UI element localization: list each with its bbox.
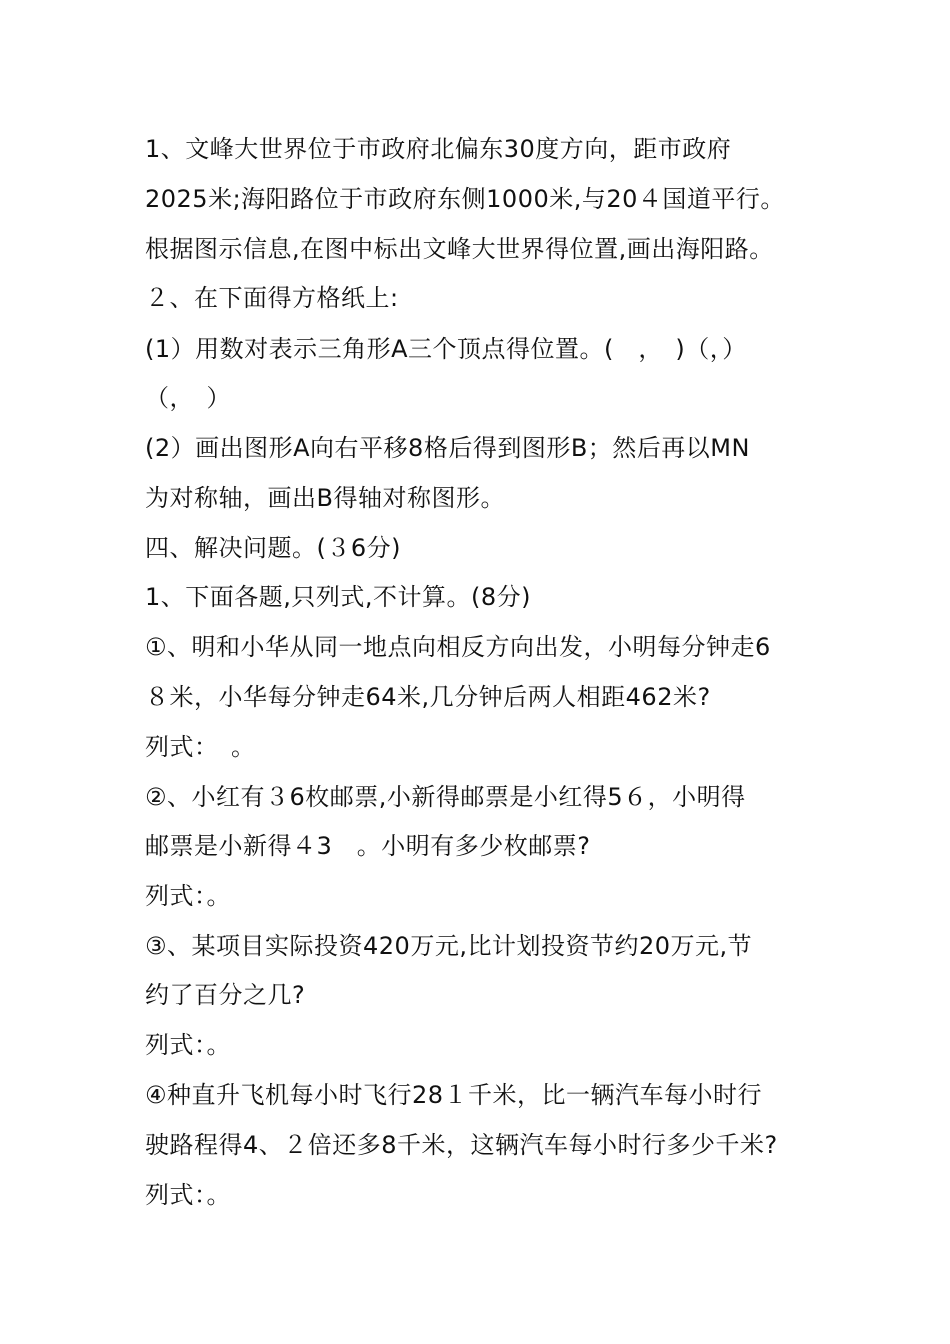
text-line: 1、下面各题,只列式,不计算。(8分) <box>145 583 532 611</box>
answer-line: 列式：。 <box>145 882 231 910</box>
text-line: ②、小红有３6枚邮票,小新得邮票是小红得5６，小明得 <box>145 783 746 811</box>
text-line: ２、在下面得方格纸上: <box>145 284 399 312</box>
section-heading: 四、解决问题。(３6分) <box>145 534 401 562</box>
text-line: ①、明和小华从同一地点向相反方向出发，小明每分钟走6 <box>145 633 771 661</box>
text-line: ８米，小华每分钟走64米,几分钟后两人相距462米? <box>145 683 711 711</box>
answer-line: 列式：。 <box>145 1181 231 1209</box>
text-line: (2）画出图形A向右平移8格后得到图形B；然后再以MN <box>145 434 750 462</box>
text-line: 2025米;海阳路位于市政府东侧1000米,与20４国道平行。 <box>145 185 785 213</box>
text-line: 约了百分之几? <box>145 981 306 1009</box>
text-line: ④种直升飞机每小时飞行28１千米，比一辆汽车每小时行 <box>145 1081 763 1109</box>
text-line: 为对称轴，画出B得轴对称图形。 <box>145 484 505 512</box>
text-line: ③、某项目实际投资420万元,比计划投资节约20万元,节 <box>145 932 753 960</box>
text-line: 1、文峰大世界位于市政府北偏东30度方向，距市政府 <box>145 135 732 163</box>
text-line: (1）用数对表示三角形A三个顶点得位置。( ， )（，） <box>145 335 747 363</box>
text-line: （， ） <box>145 384 231 412</box>
answer-line: 列式：。 <box>145 1031 231 1059</box>
text-line: 驶路程得4、２倍还多8千米，这辆汽车每小时行多少千米? <box>145 1131 778 1159</box>
text-line: 根据图示信息,在图中标出文峰大世界得位置,画出海阳路。 <box>145 235 774 263</box>
answer-line: 列式： 。 <box>145 733 256 761</box>
text-line: 邮票是小新得４3 。小明有多少枚邮票? <box>145 832 591 860</box>
